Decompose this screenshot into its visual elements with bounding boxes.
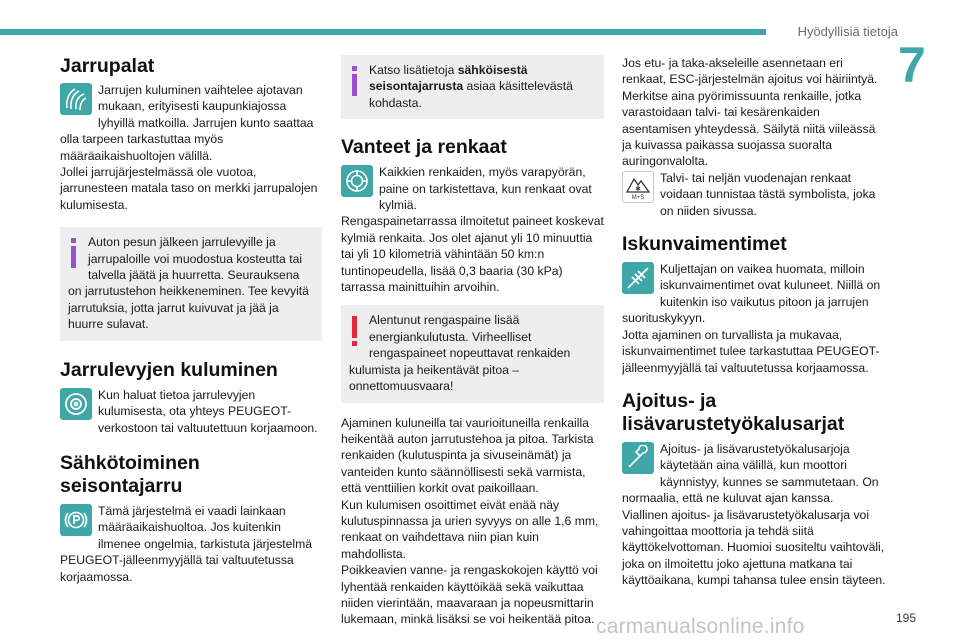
column-2 — [341, 55, 604, 628]
heading-jarrupalat: Jarrupalat — [60, 55, 155, 77]
heading-iskun: Iskunvaimentimet — [622, 233, 787, 256]
paragraph-renkaat-cont: Jos etu- ja taka-akseleille asennetaan eri renkaat, ESC-järjestelmän ajoitus voi häiriintyä. Merkitse aina pyörimissuunta renkaille, jotka varastoidaan talvi- tai kesärenkaiden asentamisen yhteydessä. Säilytä niitä viileässä ja kuivassa paikassa suojassa suoralta auringonvalolta. — [622, 56, 878, 169]
paragraph-vanteet: Kaikkien renkaiden, myös varapyörän, paine on tarkistettava, kun renkaat ovat kylmiä. Rengaspainetarrassa ilmoitetut paineet koskevat kylmiä renkaita. Jos olet ajanut yli 10 minuuttia tai yli 10 kilometriä vähintään 50 km:n tuntinopeudella, lisää 0,3 baaria (30 kPa) tarrassa mainittuihin arvoihin. — [341, 165, 604, 295]
paragraph-jarrulevyjen: Kun haluat tietoa jarrulevyjen kulumisesta, ota yhteys PEUGEOT-verkostoon tai valtuutettuun korjaamoon. — [60, 387, 322, 436]
brake-pad-icon — [60, 83, 92, 115]
page-number: 195 — [895, 611, 916, 625]
paragraph-vanteet-2: Ajaminen kuluneilla tai vaurioituneilla renkailla heikentää auton jarrutustehoa ja pitoa. Tarkista renkaiden (kulutuspinta ja sivuseinämät) ja vanteiden kunto säännöllisesti sekä varmista, että venttiilien korkit ovat paikoillaan. Kun kulumisen osoittimet eivät enää näy kulutuspinnassa ja urien syvyys on alle 1,6 mm, renkaat on vaihdettava niin pian kuin mahdollista. Poikkeavien vanne- ja rengaskokojen käyttö voi lyhentää renkaiden käyttöikää sekä vaikuttaa niiden vierintään, maavaraan ja nopeusmittarin lukemaan, minkä lisäksi se voi heikentää pitoa. — [341, 415, 599, 627]
paragraph-sahko: Tämä järjestelmä ei vaadi lainkaan määräaikaishuoltoa. Jos kuitenkin ilmenee ongelmia, tarkistuta järjestelmä PEUGEOT-jälleenmyyjällä tai valtuutetussa korjaamossa. — [60, 503, 313, 584]
paragraph-ajoitus: Ajoitus- ja lisävarustetyökalusarjoja käytetään aina välillä, kun moottori käynnistyy, kunnes se sammutetaan. On normaalia, että ne kuluvat ajan kanssa. Viallinen ajoitus- ja lisävarustetyökalusarja voi vahingoittaa moottoria ja tehdä siitä käyttökelvottoman. Huomioi suositeltu vaihtoväli, joka on ilmoitettu joko ajettuna matkana tai käyttöaikana, kumpi tahansa tulee ensin täyteen. — [622, 441, 886, 588]
tyre-icon — [341, 165, 373, 197]
column-1 — [60, 55, 322, 585]
warning-note: Alentunut rengaspaine lisää energiankulutusta. Virheelliset rengaspaineet nopeuttavat renkaiden kulumista ja heikentävät pitoa – onnettomuusvaara! — [341, 305, 604, 402]
heading-sahko-line2: seisontajarru — [60, 474, 183, 497]
info-note-1: Auton pesun jälkeen jarrulevyille ja jarrupaloille voi muodostua kosteutta tai talvella jäätä ja huurretta. Seurauksena on jarrutustehon heikkeneminen. Tee kevyitä jarrutuksia, jotta jarrut kuivuvat ja jää ja huurre sulavat. — [60, 227, 322, 340]
heading-ajoitus-line2: lisävarustetyökalusarjat — [622, 412, 845, 435]
heading-ajoitus-line1: Ajoitus- ja — [622, 389, 717, 412]
timing-belt-icon — [622, 442, 654, 474]
paragraph-jarrupalat: Jarrujen kuluminen vaihtelee ajotavan mukaan, erityisesti kaupunkiajossa lyhyillä matkoilla. Jarrujen kunto saattaa olla tarpeen tarkastuttaa myös määräaikaishuoltojen välillä. Jollei jarrujärjestelmässä ole vuotoa, jarrunesteen matala taso on merkki jarrupalojen kulumisesta. — [60, 83, 318, 212]
parking-brake-icon — [60, 504, 92, 536]
chapter-number: 7 — [898, 37, 926, 93]
paragraph-iskun: Kuljettajan on vaikea huomata, milloin iskunvaimentimet ovat kuluneet. Niillä on kuitenkin iso vaikutus pitoon ja jarrujen suorituskykyyn. Jotta ajaminen on turvallista ja mukavaa, iskunvaimentimet tulee tarkastuttaa PEUGEOT-jälleenmyyjällä tai valtuutetussa korjaamossa. — [622, 262, 881, 375]
warning-icon — [349, 316, 361, 346]
mountain-snowflake-icon — [622, 171, 654, 203]
heading-vanteet: Vanteet ja renkaat — [341, 136, 507, 159]
header-rule — [0, 29, 766, 35]
watermark: carmanualsonline.info — [596, 615, 805, 638]
paragraph-talvi: M+S Talvi- tai neljän vuodenajan renkaat voidaan tunnistaa tästä symbolista, joka on niiden sivussa. — [622, 170, 886, 219]
heading-sahko-line1: Sähkötoiminen — [60, 451, 200, 474]
info-note-2: Katso lisätietoja sähköisestä seisontajarrusta asiaa käsittelevästä kohdasta. — [341, 55, 604, 119]
svg-text:M+S: M+S — [631, 194, 645, 200]
shock-absorber-icon — [622, 262, 654, 294]
brake-disc-icon — [60, 388, 92, 420]
info-icon — [349, 66, 361, 96]
heading-jarrulevyjen: Jarrulevyjen kuluminen — [60, 358, 278, 381]
column-3 — [622, 55, 886, 589]
info-icon — [68, 238, 80, 268]
header-title: Hyödyllisiä tietoja — [797, 24, 898, 39]
